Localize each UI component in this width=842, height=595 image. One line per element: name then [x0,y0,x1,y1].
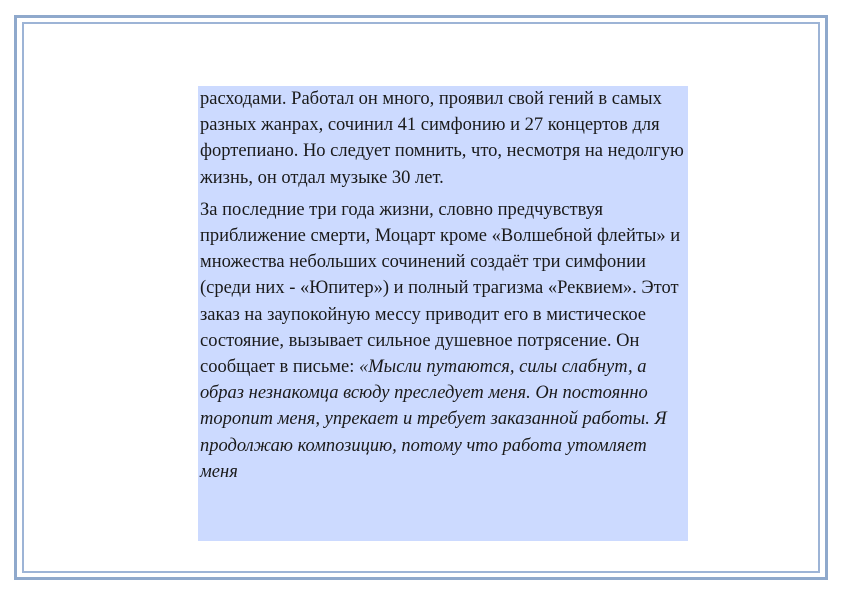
text-box[interactable] [198,86,688,541]
paragraph-1 [200,86,686,191]
paragraph-2 [200,197,686,485]
paragraph-2-text: За последние три года жизни, словно предчувствуя приближение смерти, Моцарт кроме «Волшебной флейты» и множества небольших сочинений создаёт три симфонии (среди них - «Юпитер») и полный трагизма «Реквием». Этот заказ на заупокойную мессу приводит его в мистическое состояние, вызывает сильное душевное потрясение. Он сообщает в письме: [200,199,681,378]
paragraph-1-text: расходами. Работал он много, проявил свой гений в самых разных жанрах, сочинил 41 симфонию и 27 концертов для фортепиано. Но следует помнить, что, несмотря на недолгую жизнь, он отдал музыке 30 лет. [200,89,684,188]
letter-quote: «Мысли путаются, силы слабнут, а образ незнакомца всюду преследует меня. Он постоянно торопит меня, упрекает и требует заказанной работы. Я продолжаю композицию, потому что работа утомляет меня [200,357,667,482]
